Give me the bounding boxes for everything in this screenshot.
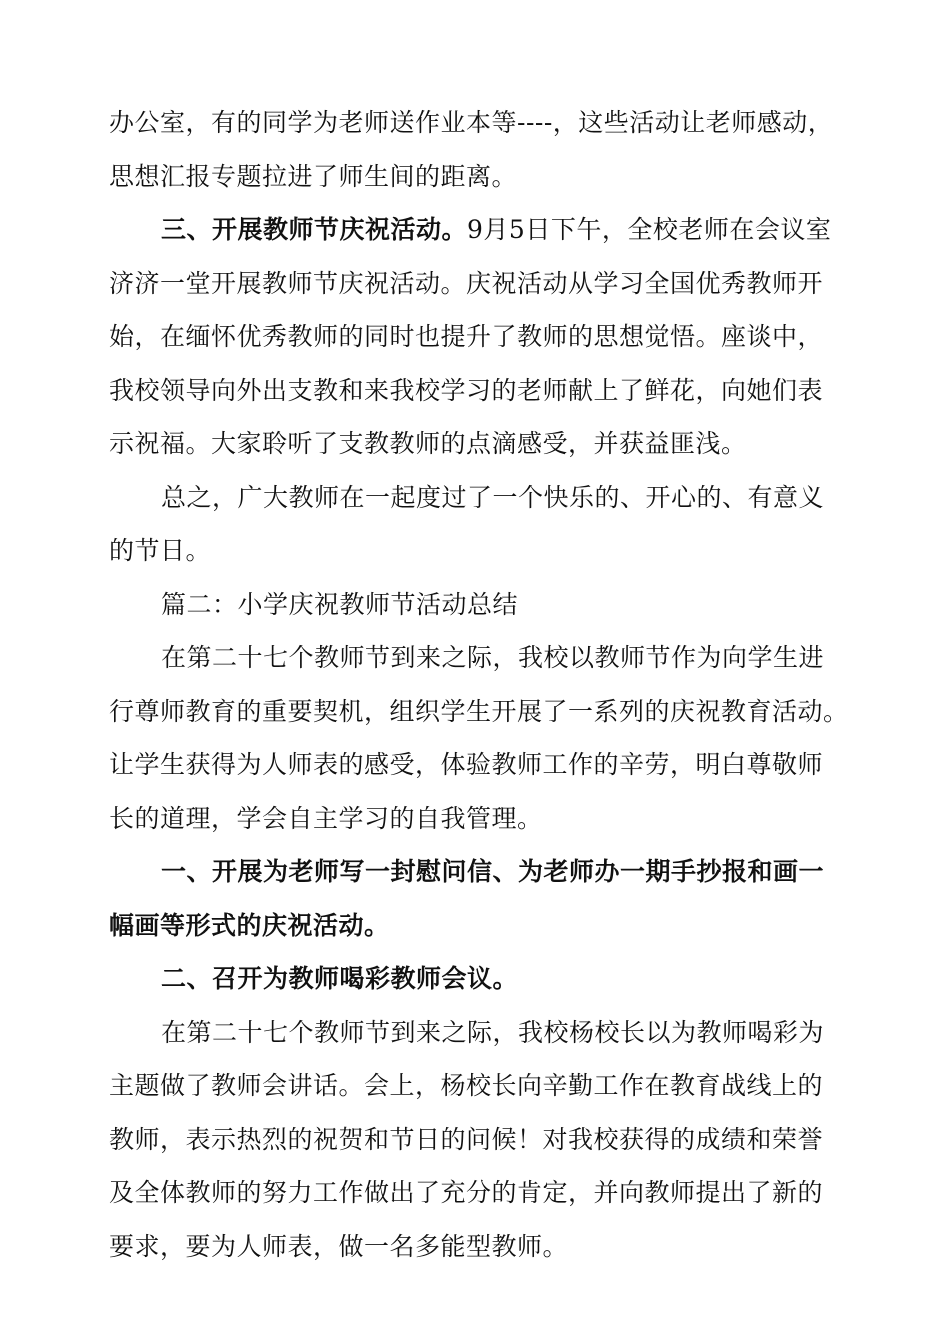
text-line-13 <box>109 738 845 792</box>
line-text: 在第二十七个教师节到来之际，我校杨校长以为教师喝彩为 <box>161 1017 825 1047</box>
line-text: 在第二十七个教师节到来之际，我校以教师节作为向学生进 <box>161 643 825 672</box>
line-text: 要求，要为人师表，做一名多能型教师。 <box>109 1231 569 1261</box>
line-text: 思想汇报专题拉进了师生间的距离。 <box>109 161 518 191</box>
text-line-14 <box>109 792 845 846</box>
line-text: 主题做了教师会讲话。会上，杨校长向辛勤工作在教育战线上的 <box>109 1071 824 1100</box>
text-line-20 <box>109 1113 845 1167</box>
chapter-title <box>109 578 845 632</box>
section-heading-one-a <box>109 845 845 899</box>
section-heading-text: 二、召开为教师喝彩教师会议。 <box>161 964 519 993</box>
line-text: 9月5日下午，全校老师在会议室 <box>467 215 832 244</box>
text-line-22 <box>109 1220 845 1274</box>
chapter-title-text: 篇二：小学庆祝教师节活动总结 <box>161 589 519 619</box>
text-line-18 <box>109 1006 845 1060</box>
line-text: 让学生获得为人师表的感受，体验教师工作的辛劳，明白尊敬师 <box>109 750 824 779</box>
document-body <box>109 96 849 1273</box>
line-text: 教师，表示热烈的祝贺和节日的问候！对我校获得的成绩和荣誉 <box>109 1124 824 1154</box>
line-text: 我校领导向外出支教和来我校学习的老师献上了鲜花，向她们表 <box>109 375 824 405</box>
line-text: 总之，广大教师在一起度过了一个快乐的、开心的、有意义 <box>161 482 825 512</box>
text-line-5 <box>109 310 845 364</box>
line-text: 始，在缅怀优秀教师的同时也提升了教师的思想觉悟。座谈中， <box>109 322 824 351</box>
text-line-2 <box>109 150 845 204</box>
line-text: 济济一堂开展教师节庆祝活动。庆祝活动从学习全国优秀教师开 <box>109 268 824 298</box>
section-heading-one-b <box>109 899 845 953</box>
summary-line-2 <box>109 524 845 578</box>
line-text: 长的道理，学会自主学习的自我管理。 <box>109 803 543 833</box>
section-heading-3 <box>109 203 845 257</box>
text-line-12 <box>109 685 849 739</box>
line-text: 行尊师教育的重要契机，组织学生开展了一系列的庆祝教育活动。 <box>109 696 849 726</box>
section-heading-text: 一、开展为老师写一封慰问信、为老师办一期手抄报和画一 <box>161 857 825 886</box>
text-line-7 <box>109 417 845 471</box>
section-heading-text: 幅画等形式的庆祝活动。 <box>109 910 390 940</box>
line-text: 办公室，有的同学为老师送作业本等----，这些活动让老师感动， <box>109 108 834 137</box>
line-text: 的节日。 <box>109 536 212 565</box>
section-heading-two <box>109 952 845 1006</box>
summary-line-1 <box>109 471 845 525</box>
text-line-11 <box>109 631 845 685</box>
text-line-19 <box>109 1059 845 1113</box>
text-line-6 <box>109 364 845 418</box>
line-text: 示祝福。大家聆听了支教教师的点滴感受，并获益匪浅。 <box>109 429 747 458</box>
section-heading-text: 三、开展教师节庆祝活动。 <box>161 215 468 244</box>
text-line-4 <box>109 257 845 311</box>
text-line-21 <box>109 1166 845 1220</box>
line-text: 及全体教师的努力工作做出了充分的肯定，并向教师提出了新的 <box>109 1178 824 1207</box>
text-line-1 <box>109 96 845 150</box>
